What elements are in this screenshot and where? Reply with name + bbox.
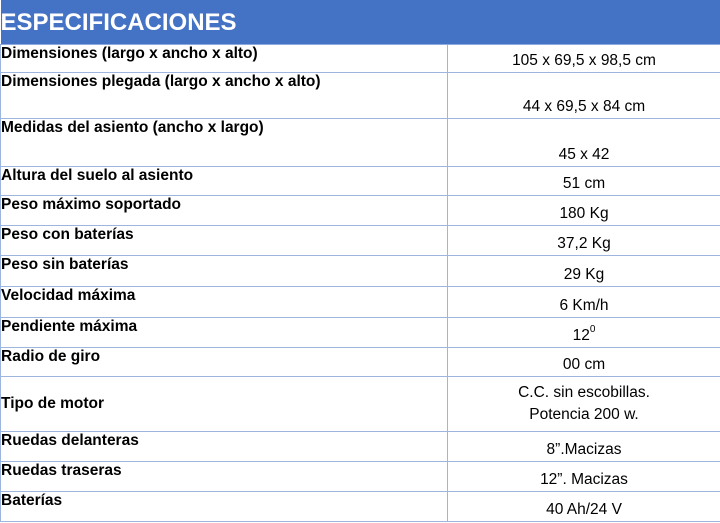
table-row [1, 348, 720, 377]
value-superscript: 0 [589, 323, 596, 335]
row-value [448, 318, 720, 348]
row-label: Peso máximo soportado [1, 196, 448, 226]
table-row [1, 167, 720, 196]
row-label: Velocidad máxima [1, 287, 448, 318]
table-row [1, 256, 720, 287]
table-title: ESPECIFICACIONES [1, 1, 720, 45]
table-row [1, 73, 720, 119]
row-label: Dimensiones plegada (largo x ancho x alto) [1, 73, 448, 119]
table-row [1, 45, 720, 73]
value-number: 12 [572, 327, 590, 344]
row-label: Ruedas delanteras [1, 432, 448, 462]
table-row [1, 492, 720, 522]
row-value: 45 x 42 [448, 119, 720, 167]
row-label: Peso sin baterías [1, 256, 448, 287]
row-value: 40 Ah/24 V [448, 492, 720, 522]
row-value: 00 cm [448, 348, 720, 377]
row-value: 44 x 69,5 x 84 cm [448, 73, 720, 119]
row-value: 37,2 Kg [448, 226, 720, 256]
table-row [1, 119, 720, 167]
table-row [1, 226, 720, 256]
row-value [448, 377, 720, 432]
row-value: 6 Km/h [448, 287, 720, 318]
row-value: 180 Kg [448, 196, 720, 226]
row-label: Altura del suelo al asiento [1, 167, 448, 196]
row-value: 12”. Macizas [448, 462, 720, 492]
row-label: Baterías [1, 492, 448, 522]
row-label: Dimensiones (largo x ancho x alto) [1, 45, 448, 73]
row-label: Pendiente máxima [1, 318, 448, 348]
row-value: 29 Kg [448, 256, 720, 287]
row-label: Tipo de motor [1, 377, 448, 432]
table-row [1, 377, 720, 432]
row-label: Ruedas traseras [1, 462, 448, 492]
row-value: 51 cm [448, 167, 720, 196]
value-line-1: C.C. sin escobillas. [518, 384, 650, 401]
row-label: Peso con baterías [1, 226, 448, 256]
table-row [1, 432, 720, 462]
value-line-2: Potencia 200 w. [529, 406, 639, 423]
row-value: 8”.Macizas [448, 432, 720, 462]
row-label: Medidas del asiento (ancho x largo) [1, 119, 448, 167]
table-row [1, 287, 720, 318]
table-row [1, 462, 720, 492]
row-value: 105 x 69,5 x 98,5 cm [448, 45, 720, 73]
table-row [1, 196, 720, 226]
table-row [1, 318, 720, 348]
row-label: Radio de giro [1, 348, 448, 377]
